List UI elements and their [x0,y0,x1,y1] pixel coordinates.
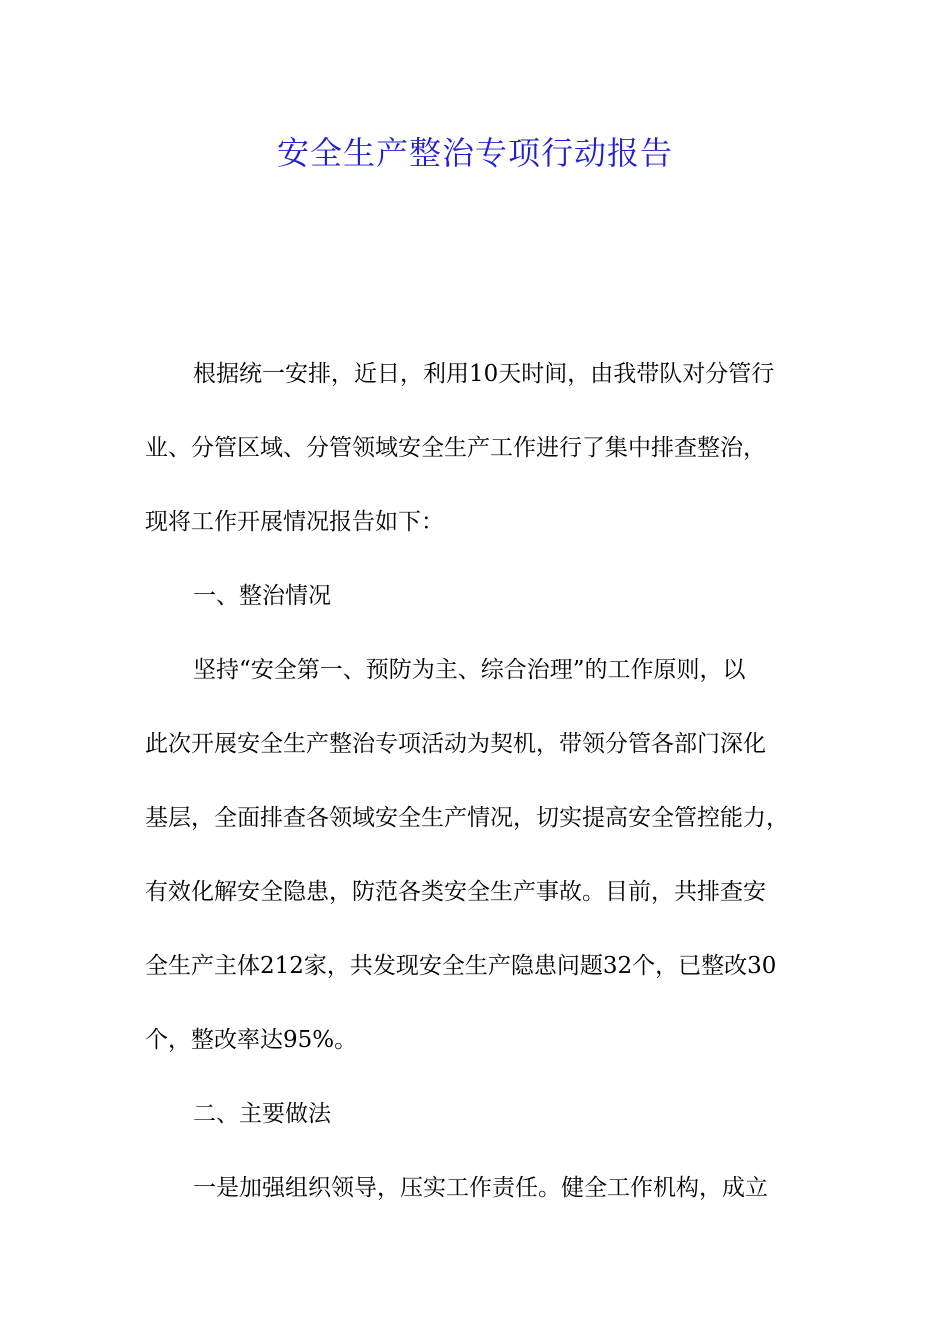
document-title: 安全生产整治专项行动报告 [276,134,673,172]
paragraph-line: 业、分管区域、分管领域安全生产工作进行了集中排查整治， [145,435,766,461]
paragraph-line: 此次开展安全生产整治专项活动为契机，带领分管各部门深化 [145,731,766,757]
paragraph-line: 一是加强组织领导，压实工作责任。健全工作机构，成立 [193,1175,768,1201]
paragraph-line: 有效化解安全隐患，防范各类安全生产事故。目前，共排查安 [145,879,766,905]
section-heading: 一、整治情况 [193,583,331,609]
document-body [145,337,810,1225]
paragraph-line: 个，整改率达95%。 [145,1027,358,1053]
paragraph-line: 全生产主体212家，共发现安全生产隐患问题32个，已整改30 [145,953,777,979]
paragraph-line: 坚持“安全第一、预防为主、综合治理”的工作原则，以 [193,657,746,683]
paragraph-line: 基层，全面排查各领域安全生产情况，切实提高安全管控能力， [145,805,789,831]
paragraph-line: 现将工作开展情况报告如下： [145,509,444,535]
section-heading: 二、主要做法 [193,1101,331,1127]
paragraph-line: 根据统一安排，近日，利用10天时间，由我带队对分管行 [193,361,775,387]
